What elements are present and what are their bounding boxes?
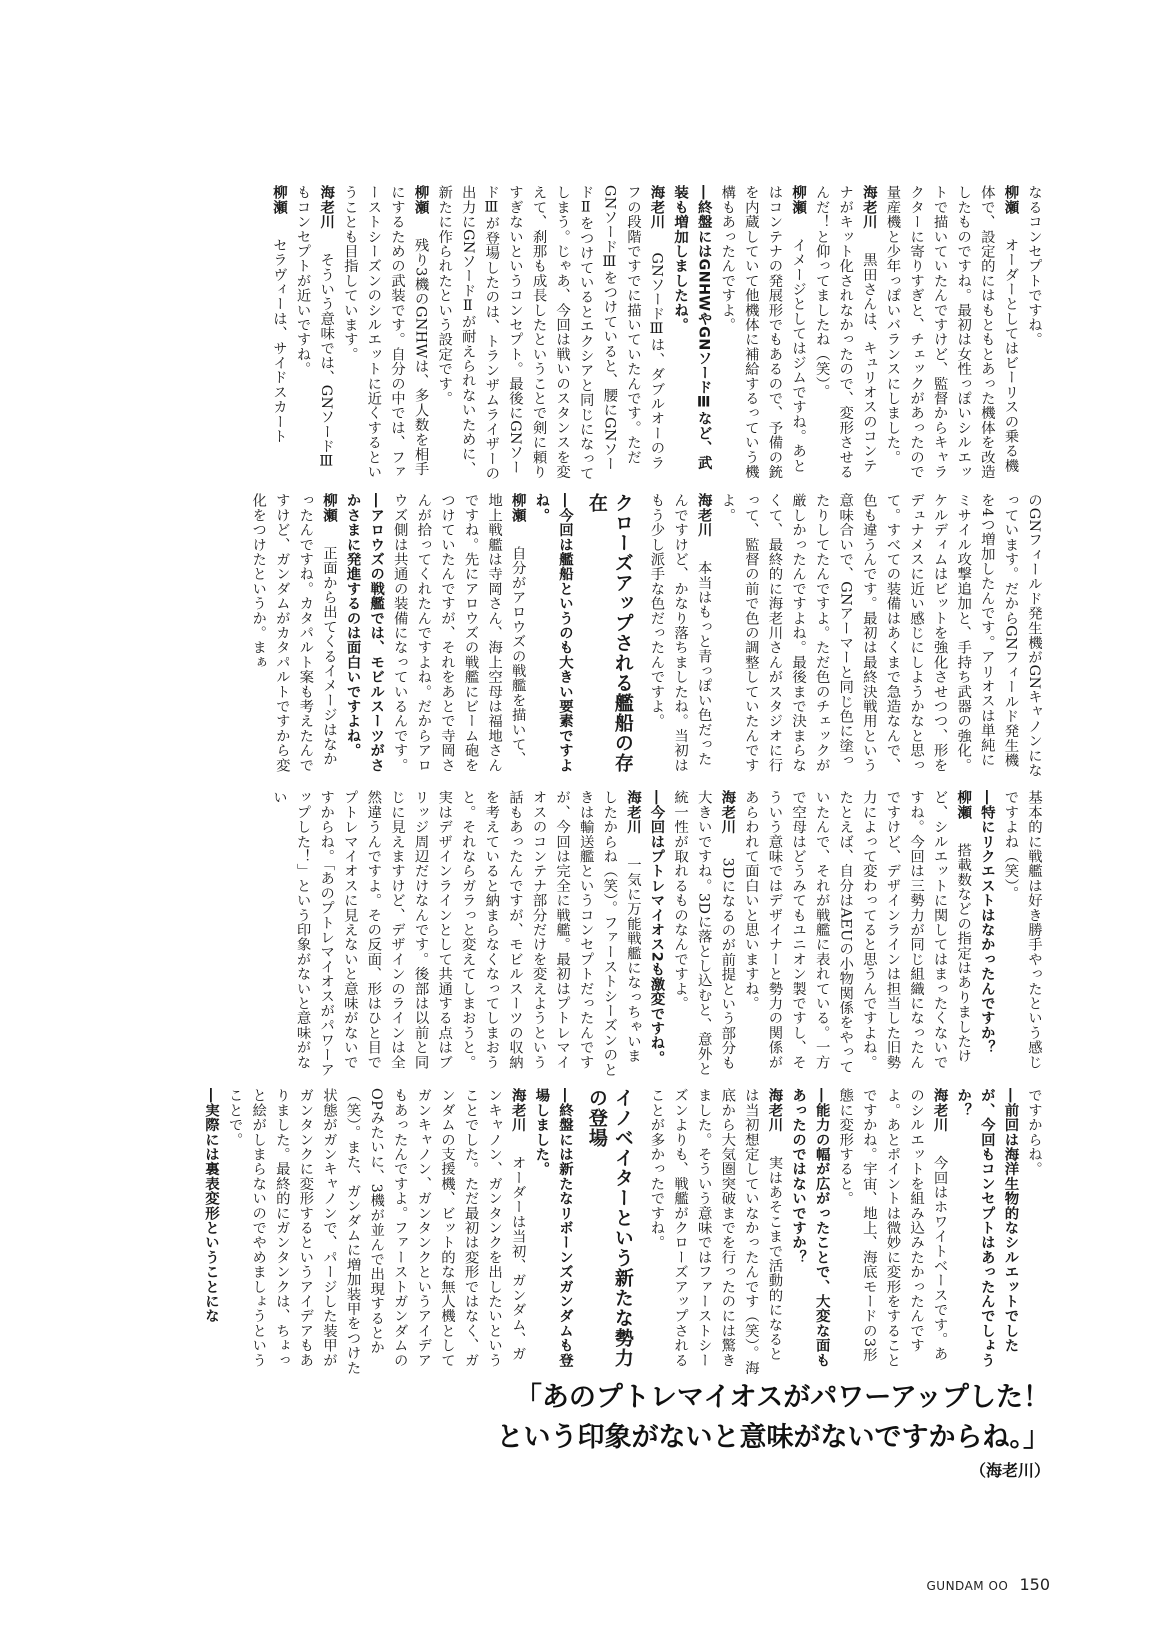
paragraph-text: ―今回はプトレマイオス2も激変ですね。: [648, 790, 665, 1065]
paragraph-text: 搭載数などの指定はありましたけど、シルエットに関してはまったくないですね。今回は三勢力が同じ組織になったんですけど、デザインラインは担当した旧勢力によって変わってると思うんですよね。たとえば、自分はAEUの小物関係をやっていたんで、それが戦艦に表れている。一方で空母はどうみてもユニオン製ですし、そういう意味ではデザイナーと勢力の関係があらわれて面白いと思いますね。: [742, 790, 972, 1074]
paragraph-text: 正面から出てくるイメージはなかったんですね。カタパルト案も考えたんですけど、ガンダムがカタパルトですから変化をつけたというか。まぁ: [250, 492, 337, 772]
answer-paragraph: [1021, 1088, 1045, 1376]
paragraph-text: ―能力の幅が広がったことで、大変な面もあったのではないですか？: [790, 1087, 830, 1367]
pull-quote: [420, 1378, 1050, 1482]
paragraph-text: ―今回は艦船というのも大きい要素ですよね。: [533, 492, 573, 772]
interviewer-question: [340, 493, 387, 781]
answer-paragraph: [644, 493, 715, 781]
article-body: [118, 185, 1045, 1375]
answer-paragraph: [644, 1088, 786, 1376]
paragraph-text: ―特にリクエストはなかったんですか？: [978, 790, 995, 1055]
paragraph-text: オーダーは当初、ガンダム、ガンキャノン、ガンタンクを出したいということでした。ただ最初は変形ではなく、ガンダムの支援機、ビット的な無人機としてガンキャノン、ガンタンクというアイデアもあったんですよ。ファーストガンダムのOPみたいに、3機が並んで出現するとか（笑）。また、ガンダムに増加装甲をつけた状態がガンキャノンで、パージした装甲がガンタンクに変形するというアイデアもありました。最終的にガンタンクは、ちょっと絵がしまらないのでやめましょうということで。: [226, 1087, 526, 1375]
answer-paragraph: [833, 1088, 951, 1376]
speaker-name: 海老川: [509, 1087, 526, 1132]
paragraph-text: そういう意味では、GNソードⅢもコンセプトが近いですね。: [294, 185, 335, 470]
answer-paragraph: [266, 185, 290, 483]
interviewer-question: [974, 790, 998, 1078]
answer-paragraph: [880, 185, 1022, 483]
speaker-name: 海老川: [648, 185, 665, 230]
speaker-name: 海老川: [719, 790, 736, 835]
answer-paragraph: [222, 1088, 529, 1376]
answer-paragraph: [290, 185, 337, 483]
pull-quote-line-2: という印象がないと意味がないですからね。」: [496, 1422, 1050, 1453]
answer-paragraph: [266, 790, 644, 1078]
paragraph-text: オーダーとしてはビーリスの乗る機体で、設定的にはもともとあった機体を改造したものですね。最初は女性っぽいシルエットで描いていたんですけど、監督からキャラクターに寄りすぎと、チェックがあったので量産機と少年っぽいバランスにしました。: [884, 185, 1019, 479]
interviewer-question: [668, 185, 715, 483]
speaker-name: 柳瀬: [412, 185, 429, 215]
answer-paragraph: [246, 493, 340, 781]
answer-paragraph: [998, 790, 1045, 1078]
pull-quote-attribution: （海老川）: [969, 1461, 1050, 1480]
paragraph-text: 3Dになるのが前提という部分も大きいですね。3Dに落とし込むと、意外と統一性が取れるものなんですよ。: [672, 790, 736, 1076]
paragraph-text: ―終盤にはGNHWやGNソードⅢなど、武装も増加しましたね。: [672, 185, 712, 470]
answer-paragraph: [1021, 185, 1045, 483]
speaker-name: 海老川: [318, 185, 335, 230]
speaker-name: 柳瀬: [271, 185, 287, 215]
paragraph-text: のGNフィールド発生機がGNキャノンになっています。だからGNフィールド発生機を4つ増加したんです。アリオスは単純にミサイル攻撃追加と、手持ち武器の強化。ケルディムはビットを強化させつつ、形をデュナメスに近い感じにしようかなと思って。すべての装備はあくまで急造なんで、色も違うんです。最初は最終決戦用という意味合いで、GNアーマーと同じ色に塗ったりしてたんですよ。ただ色のチェックが厳しかったんですよね。最後まで決まらなくて、最終的に海老川さんがスタジオに行って、監督の前で色の調整していたんですよ。: [719, 492, 1042, 778]
magazine-name: GUNDAM OO: [926, 1579, 1009, 1593]
pull-quote-line-1: 「あのプトレマイオスがパワーアップした！: [514, 1382, 1050, 1413]
paragraph-text: ―実際には裏表変形ということにな: [203, 1087, 219, 1323]
answer-paragraph: [668, 790, 739, 1078]
interviewer-question: [529, 493, 576, 781]
answer-paragraph: [715, 493, 1045, 781]
paragraph-text: 自分がアロウズの戦艦を描いて、地上戦艦は寺岡さん、海上空母は福地さんですね。先にアロウズの戦艦にビーム砲をつけていたんですが、それをあとで寺岡さんが拾ってくれたんですよね。だからアロウズ側は共通の装備になっているんです。: [391, 492, 526, 772]
speaker-name: 海老川: [695, 492, 712, 537]
paragraph-text: ―前回は海洋生物的なシルエットでしたが、今回もコンセプトはあったんでしょうか？: [955, 1087, 1019, 1367]
answer-paragraph: [809, 185, 880, 483]
text-tier-4: [118, 1088, 1045, 1376]
paragraph-text: ですからね。: [1026, 1087, 1042, 1176]
page-footer: [927, 1575, 1051, 1594]
page-number: 150: [1019, 1575, 1050, 1594]
speaker-name: 柳瀬: [1002, 185, 1019, 215]
speaker-name: 柳瀬: [320, 492, 337, 522]
speaker-name: 海老川: [624, 790, 641, 835]
paragraph-text: ―終盤には新たなリボーンズガンダムも登場しました。: [533, 1087, 573, 1367]
paragraph-text: 黒田さんは、キュリオスのコンテナがキット化されなかったので、変形させるんだ！と仰ってましたね（笑）。: [813, 185, 877, 479]
paragraph-text: なるコンセプトですね。: [1026, 185, 1042, 347]
speaker-name: 柳瀬: [955, 790, 972, 820]
paragraph-text: イメージとしてはジムですね。あとはコンテナの発展形でもあるので、予備の銃を内蔵していて他機体に補給するっていう機構もあったんですよ。: [719, 185, 807, 479]
answer-paragraph: [337, 185, 431, 483]
speaker-name: 柳瀬: [509, 492, 526, 522]
paragraph-text: GNソードⅢは、ダブルオーのラフの段階ですでに描いていたんです。ただGNソードⅢをつけていると、腰にGNソードⅡをつけているとエクシアと同じになってしまう。じゃあ、今回は戦いのスタンスを変えて、刹那も成長したということで剣に頼りすぎないというコンセプト。最後にGNソードⅢが登場したのは、トランザムライザーの出力にGNソードⅡが耐えられないために、新たに作られたという設定です。: [436, 185, 665, 481]
paragraph-text: 一気に万能戦艦になっちゃいましたからね（笑）。ファーストシーズンのときは輸送艦というコンセプトだったんですが、今回は完全に戦艦。最初はプトレマイオスのコンテナ部分だけを変えようという話もあったんですが、モビルスーツの収納を考えていると納まらなくなってしまおうと。それならガラっと変えてしまおうと。実はデザインラインとして共通する点はブリッジ周辺だけなんです。後部は以前と同じに見えますけど、デザインのラインは全然違うんですよ。その反面、形はひと目でプトレマイオスに見えないと意味がないですからね。「あのプトレマイオスがパワーアップした！」という印象がないと意味がない: [271, 790, 641, 1077]
speaker-name: 海老川: [931, 1087, 948, 1132]
paragraph-text: 実はあそこまで活動的になるとは当初想定していなかったんです（笑）。海底から大気圏突破までを行ったのには驚きました。そういう意味ではファーストシーズンよりも、戦艦がクローズアップされることが多かったですね。: [648, 1087, 783, 1375]
section-heading: クローズアップされる艦船の存在: [585, 492, 634, 773]
text-tier-3: [118, 790, 1045, 1078]
interviewer-question: [529, 1088, 576, 1376]
interviewer-question: [644, 790, 668, 1078]
answer-paragraph: [387, 493, 529, 781]
paragraph-text: 残り3機のGNHWは、多人数を相手にするための武装です。自分の中では、ファーストシーズンのシルエットに近くするということも目指しています。: [341, 185, 429, 479]
interviewer-question: [785, 1088, 832, 1376]
text-tier-2: [118, 493, 1045, 781]
answer-paragraph: [715, 185, 809, 483]
paragraph-text: ―アロウズの戦艦では、モビルスーツがさかさまに発進するのは面白いですよね。: [344, 492, 385, 772]
answer-paragraph: [432, 185, 668, 483]
paragraph-text: 今回はホワイトベースです。あのシルエットを組み込みたかったんですよ。あとポイントは微妙に変形をすることですかね。宇宙、地上、海底モードの3形態に変形すると。: [837, 1087, 948, 1367]
interviewer-question: [951, 1088, 1022, 1376]
text-tier-1: [118, 185, 1045, 483]
paragraph-text: 基本的に戦艦は好き勝手やったという感じですよね（笑）。: [1002, 790, 1042, 1070]
speaker-name: 海老川: [766, 1087, 783, 1132]
section-heading: イノベイターという新たな勢力の登場: [585, 1087, 634, 1368]
interviewer-question: [198, 1088, 222, 1376]
paragraph-text: 本当はもっと青っぽい色だったんですけど、かなり落ちましたね。当初はもう少し派手な色だったんですよ。: [648, 492, 712, 772]
answer-paragraph: [738, 790, 974, 1078]
speaker-name: 海老川: [860, 185, 877, 230]
paragraph-text: セラヴィーは、サイドスカート: [271, 237, 287, 444]
speaker-name: 柳瀬: [790, 185, 807, 215]
